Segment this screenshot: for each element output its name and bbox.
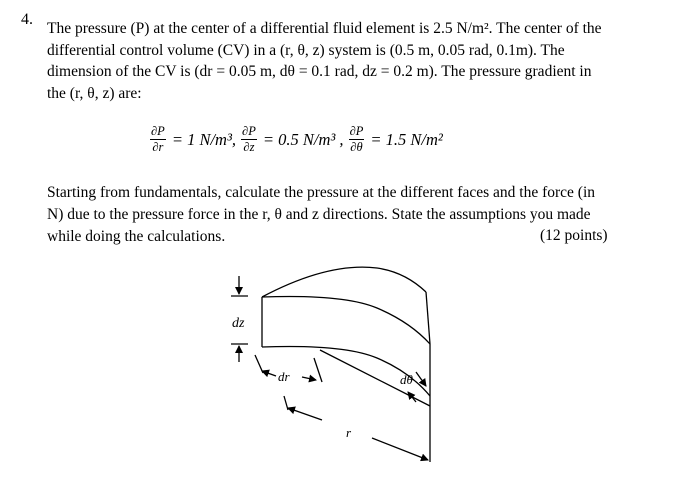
question-line-4: the (r, θ, z) are: (47, 85, 142, 102)
points-label: (12 points) (540, 227, 608, 244)
dp-dz-numerator: ∂P (242, 124, 256, 138)
question-number: 4. (21, 11, 33, 28)
dp-dr-denominator: ∂r (152, 140, 164, 154)
task-line-1: Starting from fundamentals, calculate the pressure at the different faces and the force (in (47, 184, 596, 201)
dp-dtheta-value: = 1.5 N/m² (370, 129, 443, 149)
label-r: r (346, 425, 352, 440)
dp-dz-denominator: ∂z (243, 140, 255, 154)
dp-dtheta-numerator: ∂P (349, 124, 364, 138)
dr-right-tick (314, 358, 322, 382)
question-line-3: dimension of the CV is (dr = 0.05 m, dθ = 0.1 rad, dz = 0.2 m). The pressure gradient in (47, 63, 592, 80)
r-left-tick (284, 396, 288, 410)
block-back-edge (426, 292, 430, 344)
r-arrow-left (288, 408, 322, 420)
dr-arrow-right (302, 377, 316, 380)
dr-arrow-left (262, 371, 276, 376)
question-line-1: The pressure (P) at the center of a differential fluid element is 2.5 N/m². The center of the (47, 20, 602, 37)
dp-dtheta-denominator: ∂θ (350, 140, 363, 154)
label-dtheta: dθ (400, 372, 413, 387)
label-dr: dr (278, 369, 290, 384)
dr-left-tick (255, 355, 263, 373)
dp-dr-numerator: ∂P (151, 124, 165, 138)
question-line-2: differential control volume (CV) in a (r, θ, z) system is (0.5 m, 0.05 rad, 0.1m). The (47, 42, 565, 59)
dtheta-line-1 (320, 350, 430, 406)
block-top-inner-arc (262, 267, 426, 297)
label-dz: dz (232, 316, 245, 331)
block-top-outer-arc (262, 296, 430, 344)
task-line-2: N) due to the pressure force in the r, θ and z directions. State the assumptions you made (47, 206, 591, 223)
dtheta-arrow-2 (408, 392, 416, 402)
dp-dr-value: = 1 N/m³, (171, 129, 237, 149)
task-line-3: while doing the calculations. (47, 228, 226, 245)
r-arrow-right (372, 438, 428, 460)
dp-dz-value: = 0.5 N/m³ , (262, 129, 344, 149)
